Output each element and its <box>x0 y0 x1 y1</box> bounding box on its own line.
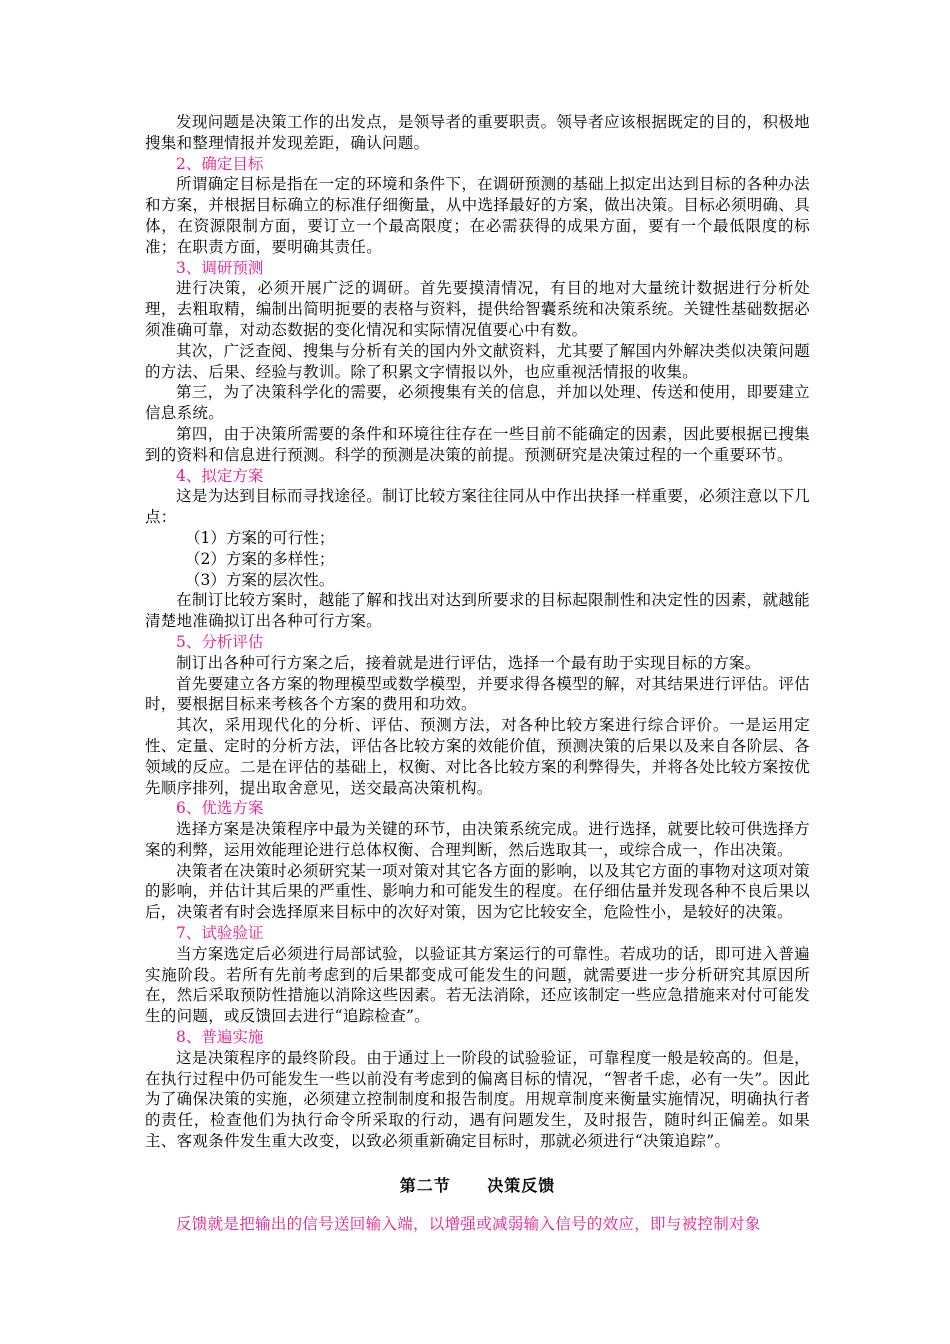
heading-determine-goals: 2、确定目标 <box>176 154 264 173</box>
list-item: （2）方案的多样性； <box>185 549 335 568</box>
paragraph: 这是为达到目标而寻找途径。制订比较方案往往同从中作出抉择一样重要，必须注意以下几点： <box>145 487 810 527</box>
paragraph: 其次，广泛查阅、搜集与分析有关的国内外文献资料，尤其要了解国内外解决类似决策问题的方法、后果、经验与教训。除了积累文字情报以外，也应重视活情报的收集。 <box>145 341 810 381</box>
paragraph: 所谓确定目标是指在一定的环境和条件下，在调研预测的基础上拟定出达到目标的各种办法和方案，并根据目标确立的标准仔细衡量，从中选择最好的方案，做出决策。目标必须明确、具体，在资源限制方面，要订立一个最高限度；在必需获得的成果方面，要有一个最低限度的标准；在职责方面，要明确其责任。 <box>145 175 810 256</box>
paragraph: 发现问题是决策工作的出发点，是领导者的重要职责。领导者应该根据既定的目的，积极地搜集和整理情报并发现差距，确认问题。 <box>145 113 810 152</box>
paragraph: 当方案选定后必须进行局部试验，以验证其方案运行的可靠性。若成功的话，即可进入普遍实施阶段。若所有先前考虑到的后果都变成可能发生的问题，就需要进一步分析研究其原因所在，然后采取预防性措施以消除这些因素。若无法消除，还应该制定一些应急措施来对付可能发生的问题，或反馈回去进行“追踪检查”。 <box>145 944 810 1026</box>
list-item: （1）方案的可行性； <box>185 528 335 547</box>
heading-select-plan: 6、优选方案 <box>176 799 264 818</box>
paragraph: 制订出各种可行方案之后，接着就是进行评估，选择一个最有助于实现目标的方案。 <box>176 653 761 672</box>
section-heading <box>145 1176 810 1196</box>
paragraph: 第四，由于决策所需要的条件和环境往往存在一些目前不能确定的因素，因此要根据已搜集到的资料和信息进行预测。科学的预测是决策的前提。预测研究是决策过程的一个重要环节。 <box>145 424 810 464</box>
paragraph: 在制订比较方案时，越能了解和找出对达到所要求的目标起限制性和决定性的因素，就越能清楚地准确拟订出各种可行方案。 <box>145 591 810 631</box>
heading-analysis-evaluation: 5、分析评估 <box>176 632 264 651</box>
heading-draft-plans: 4、拟定方案 <box>176 466 264 485</box>
paragraph: 决策者在决策时必须研究某一项对策对其它各方面的影响，以及其它方面的事物对这项对策的影响，并估计其后果的严重性、影响力和可能发生的程度。在仔细估量并发现各种不良后果以后，决策者有时会选择原来目标中的次好对策，因为它比较安全，危险性小，是较好的决策。 <box>145 861 810 922</box>
paragraph: 这是决策程序的最终阶段。由于通过上一阶段的试验验证，可靠程度一般是较高的。但是，在执行过程中仍可能发生一些以前没有考虑到的偏离目标的情况，“智者千虑，必有一失”。因此为了确保决策的实施，必须建立控制制度和报告制度。用规章制度来衡量实施情况，明确执行者的责任，检查他们为执行命令所采取的行动，遇有问题发生，及时报告，随时纠正偏差。如果主、客观条件发生重大改变，以致必须重新确定目标时，那就必须进行“决策追踪”。 <box>145 1048 810 1151</box>
paragraph: 其次，采用现代化的分析、评估、预测方法，对各种比较方案进行综合评价。一是运用定性、定量、定时的分析方法，评估各比较方案的效能价值，预测决策的后果以及来自各阶层、各领域的反应。二是在评估的基础上，权衡、对比各比较方案的利弊得失，并将各处比较方案按优先顺序排列，提出取舍意见，送交最高决策机构。 <box>145 716 810 797</box>
paragraph: 选择方案是决策程序中最为关键的环节，由决策系统完成。进行选择，就要比较可供选择方案的利弊，运用效能理论进行总体权衡、合理判断，然后选取其一，或综合成一，作出决策。 <box>145 820 810 859</box>
paragraph-feedback-definition: 反馈就是把输出的信号送回输入端，以增强或减弱输入信号的效应，即与被控制对象 <box>176 1214 761 1233</box>
section-number: 第二节 <box>399 1175 451 1195</box>
list-item: （3）方案的层次性。 <box>185 570 335 589</box>
heading-research-forecast: 3、调研预测 <box>176 258 264 277</box>
section-title: 决策反馈 <box>487 1175 556 1195</box>
document-page <box>145 112 810 1235</box>
paragraph: 首先要建立各方案的物理模型或数学模型，并要求得各模型的解，对其结果进行评估。评估时，要根据目标来考核各个方案的费用和功效。 <box>145 674 810 714</box>
heading-general-implementation: 8、普遍实施 <box>176 1028 264 1047</box>
heading-trial-verification: 7、试验验证 <box>176 924 264 943</box>
paragraph: 进行决策，必须开展广泛的调研。首先要摸清情况，有目的地对大量统计数据进行分析处理，去粗取精，编制出简明扼要的表格与资料，提供给智囊系统和决策系统。关键性基础数据必须准确可靠，对动态数据的变化情况和实际情况值要心中有数。 <box>145 279 810 339</box>
paragraph: 第三，为了决策科学化的需要，必须搜集有关的信息，并加以处理、传送和使用，即要建立信息系统。 <box>145 383 810 423</box>
